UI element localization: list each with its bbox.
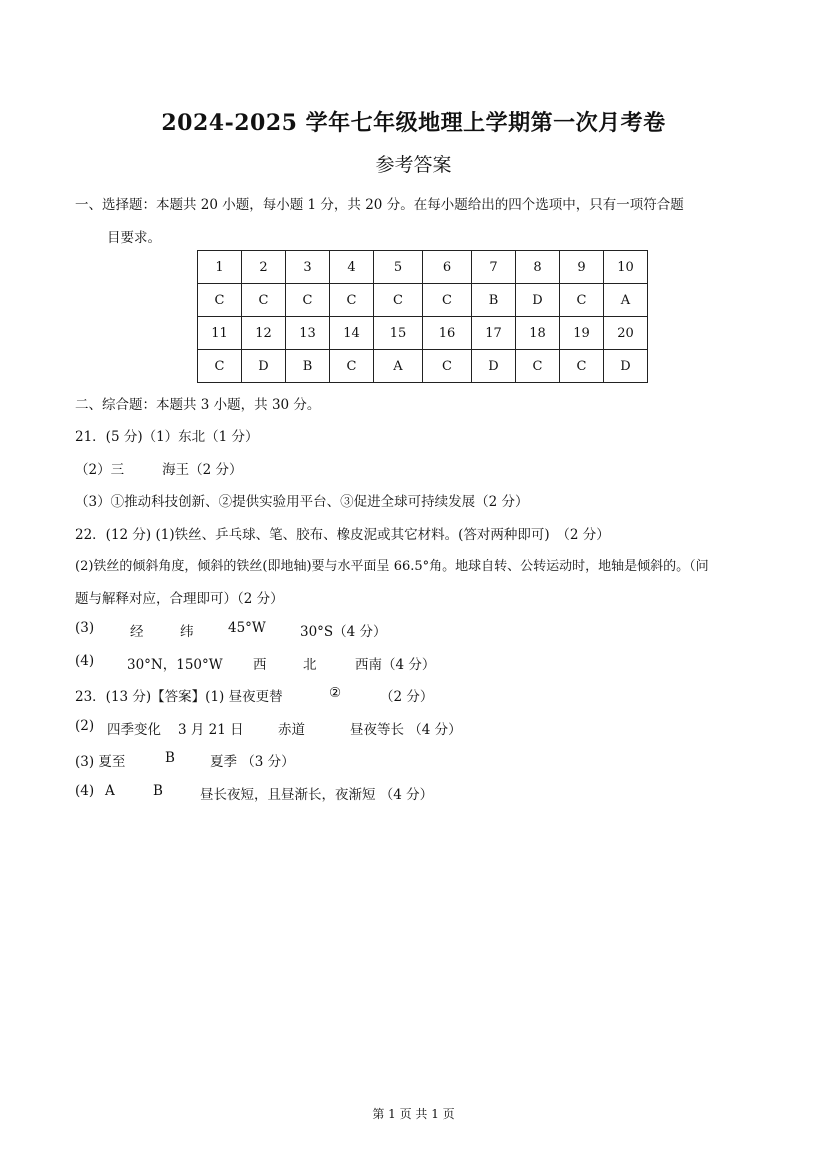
table-cell: A bbox=[604, 284, 648, 317]
q23-line2 bbox=[75, 718, 462, 738]
q23-line3-part: (3) 夏至 bbox=[75, 754, 126, 770]
table-cell: C bbox=[423, 284, 472, 317]
q22-line5-part: 西 bbox=[253, 657, 267, 673]
table-cell: 17 bbox=[472, 317, 516, 350]
q23-line2-part: 3 月 21 日 bbox=[178, 722, 244, 738]
table-cell: D bbox=[516, 284, 560, 317]
q21-line3: （3）①推动科技创新、②提供实验用平台、③促进全球可持续发展（2 分） bbox=[75, 494, 529, 510]
q23-line4-part: B bbox=[153, 783, 163, 799]
q21-line1: 21．(5 分)（1）东北（1 分） bbox=[75, 429, 259, 445]
table-row bbox=[198, 317, 648, 350]
q23-line2-part: 四季变化 bbox=[107, 722, 161, 738]
table-cell: C bbox=[198, 350, 242, 383]
table-cell: 3 bbox=[286, 251, 330, 284]
section1-instructions-line2: 目要求。 bbox=[107, 230, 161, 246]
q22-line5-part: 30°N，150°W bbox=[127, 657, 223, 673]
q23-line2-part: 昼夜等长 （4 分） bbox=[350, 722, 462, 738]
q23-line3-part: 夏季 （3 分） bbox=[210, 754, 295, 770]
table-cell: C bbox=[330, 284, 374, 317]
q23-line4-part: (4) bbox=[75, 783, 95, 799]
table-cell: C bbox=[560, 350, 604, 383]
q23-line1-part: 23．(13 分)【答案】(1) 昼夜更替 bbox=[75, 689, 283, 705]
table-cell: 14 bbox=[330, 317, 374, 350]
q22-line4-part: (3) bbox=[75, 620, 95, 636]
q22-line1: 22．(12 分) (1)铁丝、乒乓球、笔、胶布、橡皮泥或其它材料。(答对两种即可) （2 分） bbox=[75, 527, 610, 543]
table-cell: D bbox=[472, 350, 516, 383]
q22-line5 bbox=[75, 653, 436, 673]
q23-line3 bbox=[75, 750, 295, 770]
q22-line4 bbox=[75, 620, 387, 640]
q23-line4-part: A bbox=[105, 783, 115, 799]
table-cell: 13 bbox=[286, 317, 330, 350]
table-cell: 20 bbox=[604, 317, 648, 350]
table-cell: D bbox=[242, 350, 286, 383]
q22-line3: 题与解释对应，合理即可）（2 分） bbox=[75, 591, 284, 607]
q22-line4-part: 45°W bbox=[228, 620, 266, 636]
q22-line2: (2)铁丝的倾斜角度，倾斜的铁丝(即地轴)要与水平面呈 66.5°角。地球自转、公转运动时，地轴是倾斜的。（问 bbox=[75, 559, 709, 574]
q23-line1 bbox=[75, 685, 434, 705]
section1-instructions-line1: 一、选择题：本题共 20 小题，每小题 1 分，共 20 分。在每小题给出的四个选项中，只有一项符合题 bbox=[75, 197, 684, 213]
table-cell: 18 bbox=[516, 317, 560, 350]
table-row bbox=[198, 284, 648, 317]
table-cell: B bbox=[286, 350, 330, 383]
table-cell: 8 bbox=[516, 251, 560, 284]
q23-line3-part: B bbox=[165, 750, 175, 766]
table-cell: C bbox=[198, 284, 242, 317]
q21-line2-part-b: 海王（2 分） bbox=[162, 462, 243, 478]
table-cell: B bbox=[472, 284, 516, 317]
table-cell: A bbox=[374, 350, 423, 383]
page-title: 2024-2025 学年七年级地理上学期第一次月考卷 bbox=[161, 110, 666, 136]
q23-line1-part: ② bbox=[329, 685, 342, 701]
table-row bbox=[198, 350, 648, 383]
q23-line1-part: （2 分） bbox=[380, 689, 434, 705]
q22-line5-part: 西南（4 分） bbox=[355, 657, 436, 673]
page-subtitle: 参考答案 bbox=[375, 154, 452, 176]
table-cell: C bbox=[516, 350, 560, 383]
q22-line4-part: 30°S（4 分） bbox=[300, 624, 387, 640]
table-cell: 7 bbox=[472, 251, 516, 284]
answer-table bbox=[197, 250, 648, 383]
table-cell: D bbox=[604, 350, 648, 383]
q23-line2-part: 赤道 bbox=[278, 722, 305, 738]
table-cell: C bbox=[242, 284, 286, 317]
q22-line4-part: 纬 bbox=[180, 624, 194, 640]
page-footer: 第 1 页 共 1 页 bbox=[372, 1107, 455, 1121]
q22-line5-part: (4) bbox=[75, 653, 95, 669]
table-cell: 15 bbox=[374, 317, 423, 350]
table-cell: 16 bbox=[423, 317, 472, 350]
q23-line4 bbox=[75, 783, 434, 803]
q23-line2-part: (2) bbox=[75, 718, 95, 734]
q22-line5-part: 北 bbox=[303, 657, 317, 673]
table-cell: 19 bbox=[560, 317, 604, 350]
table-cell: C bbox=[423, 350, 472, 383]
table-cell: 9 bbox=[560, 251, 604, 284]
table-cell: C bbox=[560, 284, 604, 317]
table-cell: 1 bbox=[198, 251, 242, 284]
q21-line2 bbox=[75, 458, 242, 478]
q22-line4-part: 经 bbox=[130, 624, 144, 640]
table-cell: 4 bbox=[330, 251, 374, 284]
table-cell: C bbox=[330, 350, 374, 383]
table-cell: 10 bbox=[604, 251, 648, 284]
table-cell: 6 bbox=[423, 251, 472, 284]
table-cell: 11 bbox=[198, 317, 242, 350]
q21-line2-part-a: （2）三 bbox=[75, 462, 125, 478]
q23-line4-part: 昼长夜短，且昼渐长，夜渐短 （4 分） bbox=[200, 787, 434, 803]
table-cell: C bbox=[286, 284, 330, 317]
table-row bbox=[198, 251, 648, 284]
table-cell: 12 bbox=[242, 317, 286, 350]
table-cell: C bbox=[374, 284, 423, 317]
table-cell: 5 bbox=[374, 251, 423, 284]
table-cell: 2 bbox=[242, 251, 286, 284]
section2-heading: 二、综合题：本题共 3 小题，共 30 分。 bbox=[75, 397, 321, 413]
